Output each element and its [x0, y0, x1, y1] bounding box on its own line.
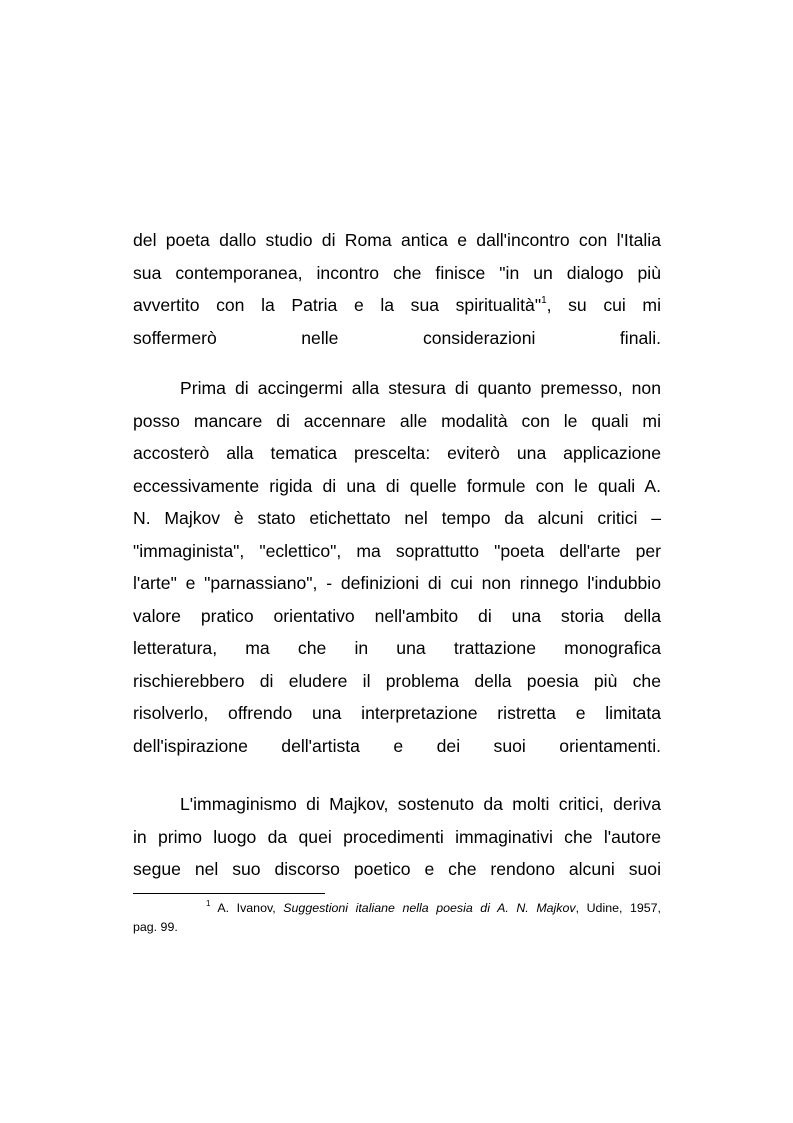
- paragraph-line: [133, 437, 661, 470]
- line-text: accosterò alla tematica prescelta: eviterò una applicazione: [133, 443, 661, 463]
- line-text: posso mancare di accennare alle modalità con le quali mi: [133, 410, 661, 431]
- footnote-publication: , Udine, 1957,: [575, 901, 662, 915]
- paragraph-line: [133, 405, 661, 438]
- line-text: del poeta dallo studio di Roma antica e dall'incontro con l'Italia: [133, 230, 661, 250]
- paragraph-line: [133, 697, 661, 730]
- paragraph-1: [133, 224, 661, 354]
- footnote-author: A. Ivanov,: [217, 901, 276, 915]
- footnote-separator: [133, 893, 325, 894]
- footnote-title: Suggestioni italiane nella poesia di A. N. Majkov: [283, 901, 576, 915]
- footnote-text: [206, 899, 661, 918]
- line-text: N. Majkov è stato etichettato nel tempo da alcuni critici –: [133, 508, 661, 528]
- line-text: eccessivamente rigida di una di quelle formule con le quali A.: [133, 475, 661, 496]
- line-text: letteratura, ma che in una trattazione monografica: [133, 638, 661, 658]
- line-text: risolverlo, offrendo una interpretazione ristretta e limitata: [133, 703, 661, 723]
- paragraph-line: soffermerò nelle considerazioni finali.: [133, 327, 661, 348]
- footnote-line: [133, 899, 661, 918]
- line-text: in primo luogo da quei procedimenti immaginativi che l'autore: [133, 826, 661, 847]
- paragraph-line: [133, 502, 661, 535]
- paragraph-line: [133, 257, 661, 290]
- line-text: segue nel suo discorso poetico e che rendono alcuni suoi: [133, 859, 661, 879]
- line-text: Prima di accingermi alla stesura di quanto premesso, non: [180, 378, 661, 398]
- line-text: "immaginista", "eclettico", ma soprattutto "poeta dell'arte per: [133, 540, 661, 561]
- paragraph-line: [133, 289, 661, 322]
- line-text: rischierebbero di eludere il problema della poesia più che: [133, 670, 661, 691]
- line-text-tail: , su cui mi: [546, 295, 661, 315]
- line-text: sua contemporanea, incontro che finisce "in un dialogo più: [133, 262, 661, 283]
- line-text: valore pratico orientativo nell'ambito di una storia della: [133, 605, 661, 626]
- paragraph-3: [133, 788, 661, 886]
- line-text: avvertito con la Patria e la sua spiritualità": [133, 295, 542, 315]
- paragraph-line: [133, 600, 661, 633]
- paragraph-line: [133, 224, 661, 257]
- footnote-marker: 1: [206, 899, 211, 908]
- paragraph-line: [133, 632, 661, 665]
- paragraph-line: [133, 853, 661, 886]
- paragraph-line: [133, 470, 661, 503]
- line-text: L'immaginismo di Majkov, sostenuto da molti critici, deriva: [180, 794, 661, 814]
- paragraph-line: [133, 535, 661, 568]
- footnote-page: pag. 99.: [133, 919, 178, 934]
- paragraph-line: [133, 821, 661, 854]
- paragraph-line: [133, 372, 661, 405]
- paragraph-2: [133, 372, 661, 762]
- line-with-footnote: [133, 289, 661, 322]
- paragraph-line: [133, 788, 661, 821]
- paragraph-line: dell'ispirazione dell'artista e dei suoi orientamenti.: [133, 735, 661, 756]
- paragraph-line: [133, 567, 661, 600]
- footnote-1: [133, 899, 661, 936]
- footnote-reference[interactable]: 1: [541, 295, 547, 306]
- line-text: l'arte" e "parnassiano", - definizioni di cui non rinnego l'indubbio: [133, 573, 661, 593]
- paragraph-line: [133, 665, 661, 698]
